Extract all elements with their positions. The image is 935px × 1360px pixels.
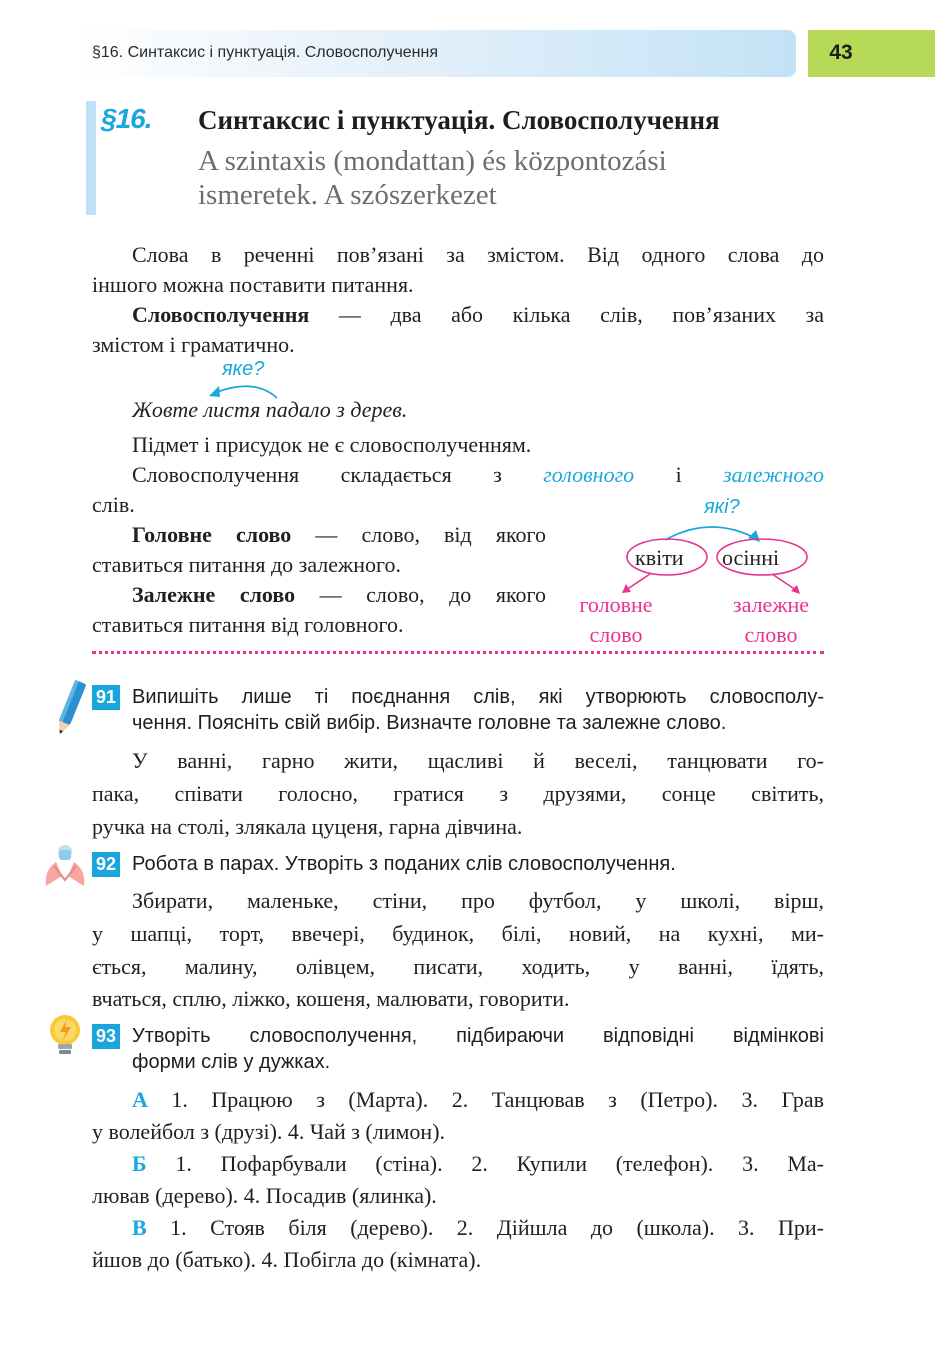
theory-consists-line2: слів. bbox=[92, 492, 135, 517]
pencil-icon bbox=[52, 678, 88, 740]
dep-word-term: Залежне слово bbox=[132, 582, 296, 607]
diagram-question-arrow bbox=[665, 527, 755, 540]
exercise-93-group-a-line2: у волейбол з (друзі). 4. Чай з (лимон). bbox=[92, 1119, 446, 1144]
exercise-91-text-line2: пака, співати голосно, гратися з друзями, сонце світить, bbox=[92, 781, 824, 806]
diagram-label-dep-line1: залежне bbox=[732, 592, 810, 617]
diagram-label-main-line2: слово bbox=[589, 622, 643, 647]
exercise-92-text-line3: ється, малину, олівцем, писати, ходить, у ванні, їдять, bbox=[92, 954, 824, 979]
exercise-92-number: 92 bbox=[92, 852, 120, 877]
diagram-question: які? bbox=[704, 496, 740, 518]
word-dependent-highlight: залежного bbox=[723, 462, 824, 487]
exercise-92-text-line1: Збирати, маленьке, стіни, про футбол, у школі, вірш, bbox=[132, 888, 824, 913]
definition-term: Словосполучення bbox=[132, 302, 310, 327]
example-sentence: Жовте листя падало з дерев. bbox=[132, 397, 408, 422]
main-word-def-line1 bbox=[132, 520, 546, 550]
exercise-91-number: 91 bbox=[92, 685, 120, 710]
section-title-hu bbox=[198, 144, 838, 212]
diagram-label-dependent bbox=[716, 590, 826, 650]
exercise-93-group-b-line2: лював (дерево). 4. Посадив (ялинка). bbox=[92, 1183, 437, 1208]
section-accent-bar bbox=[86, 101, 96, 215]
consists-start: Словосполучення складається з bbox=[132, 462, 544, 487]
definition-rest: — два або кілька слів, пов’язаних за bbox=[309, 302, 824, 327]
definition-line1 bbox=[132, 300, 824, 330]
running-header-title: §16. Синтаксис і пунктуація. Словосполучення bbox=[92, 44, 439, 61]
group-a-label: А bbox=[132, 1087, 148, 1112]
dep-word-def-line2: ставиться питання від головного. bbox=[92, 612, 404, 637]
section-title-hu-line2: ismeretek. A szószerkezet bbox=[198, 179, 497, 211]
group-b-label: Б bbox=[132, 1151, 147, 1176]
theory-p1-line1: Слова в реченні пов’язані за змістом. Від одного слова до bbox=[132, 242, 824, 267]
theory-not-phrase: Підмет і присудок не є словосполученням. bbox=[132, 432, 532, 457]
dep-word-rest: — слово, до якого bbox=[295, 582, 546, 607]
exercise-93-group-b-line1 bbox=[132, 1149, 824, 1179]
theory-consists-line1 bbox=[132, 460, 824, 490]
theory-p1-line2: іншого можна поставити питання. bbox=[92, 272, 414, 297]
exercise-91-task-line2: чення. Поясніть свій вибір. Визначте головне та залежне слово. bbox=[132, 712, 727, 734]
exercise-92-task-line1: Робота в парах. Утворіть з поданих слів словосполучення. bbox=[132, 853, 676, 875]
exercise-93-task-line2: форми слів у дужках. bbox=[132, 1051, 331, 1073]
exercise-91-task-line1: Випишіть лише ті поєднання слів, які утворюють словосполу- bbox=[132, 686, 824, 708]
word-and: і bbox=[634, 462, 724, 487]
group-v-label: В bbox=[132, 1215, 147, 1240]
exercise-92-text-line4: вчаться, сплю, ліжко, кошеня, малювати, говорити. bbox=[92, 986, 570, 1011]
diagram-label-dep-line2: слово bbox=[744, 622, 798, 647]
exercise-92-text-line2: у шапці, торт, ввечері, будинок, білі, новий, на кухні, ми- bbox=[92, 921, 824, 946]
section-number: §16. bbox=[101, 103, 152, 134]
definition-line2: змістом і граматично. bbox=[92, 332, 295, 357]
exercise-91-text-line1: У ванні, гарно жити, щасливі й веселі, танцювати го- bbox=[132, 748, 824, 773]
page-number: 43 bbox=[829, 41, 853, 64]
main-word-term: Головне слово bbox=[132, 522, 292, 547]
example-question: яке? bbox=[222, 358, 265, 380]
main-label-pointer bbox=[626, 574, 650, 590]
section-title-uk: Синтаксис і пунктуація. Словосполучення bbox=[198, 105, 720, 135]
group-v-text: 1. Стояв біля (дерево). 2. Дійшла до (школа). 3. При- bbox=[146, 1215, 824, 1240]
main-word-rest: — слово, від якого bbox=[291, 522, 546, 547]
exercise-91-text-line3: ручка на столі, злякала цуценя, гарна дівчина. bbox=[92, 814, 523, 839]
group-a-text: 1. Працюю з (Марта). 2. Танцював з (Петро). 3. Грав bbox=[147, 1087, 824, 1112]
exercise-93-group-a-line1 bbox=[132, 1085, 824, 1115]
section-divider bbox=[92, 651, 824, 654]
exercise-93-number: 93 bbox=[92, 1024, 120, 1049]
diagram-label-main-line1: головне bbox=[579, 592, 653, 617]
diagram-word-main: квіти bbox=[635, 545, 684, 570]
lightbulb-icon bbox=[44, 1012, 86, 1058]
diagram-label-main bbox=[566, 590, 666, 650]
diagram-word-dependent: осінні bbox=[722, 545, 780, 570]
section-title-hu-line1: A szintaxis (mondattan) és központozási bbox=[198, 145, 667, 177]
pair-hands-icon bbox=[40, 842, 90, 890]
main-word-def-line2: ставиться питання до залежного. bbox=[92, 552, 401, 577]
dep-word-def-line1 bbox=[132, 580, 546, 610]
exercise-93-task-line1: Утворіть словосполучення, підбираючи відповідні відмінкові bbox=[132, 1025, 824, 1047]
exercise-93-group-v-line1 bbox=[132, 1213, 824, 1243]
dep-label-pointer bbox=[772, 574, 796, 590]
group-b-text: 1. Пофарбували (стіна). 2. Купили (телефон). 3. Ма- bbox=[146, 1151, 824, 1176]
exercise-93-group-v-line2: йшов до (батько). 4. Побігла до (кімната). bbox=[92, 1247, 482, 1272]
word-main-highlight: головного bbox=[543, 462, 635, 487]
